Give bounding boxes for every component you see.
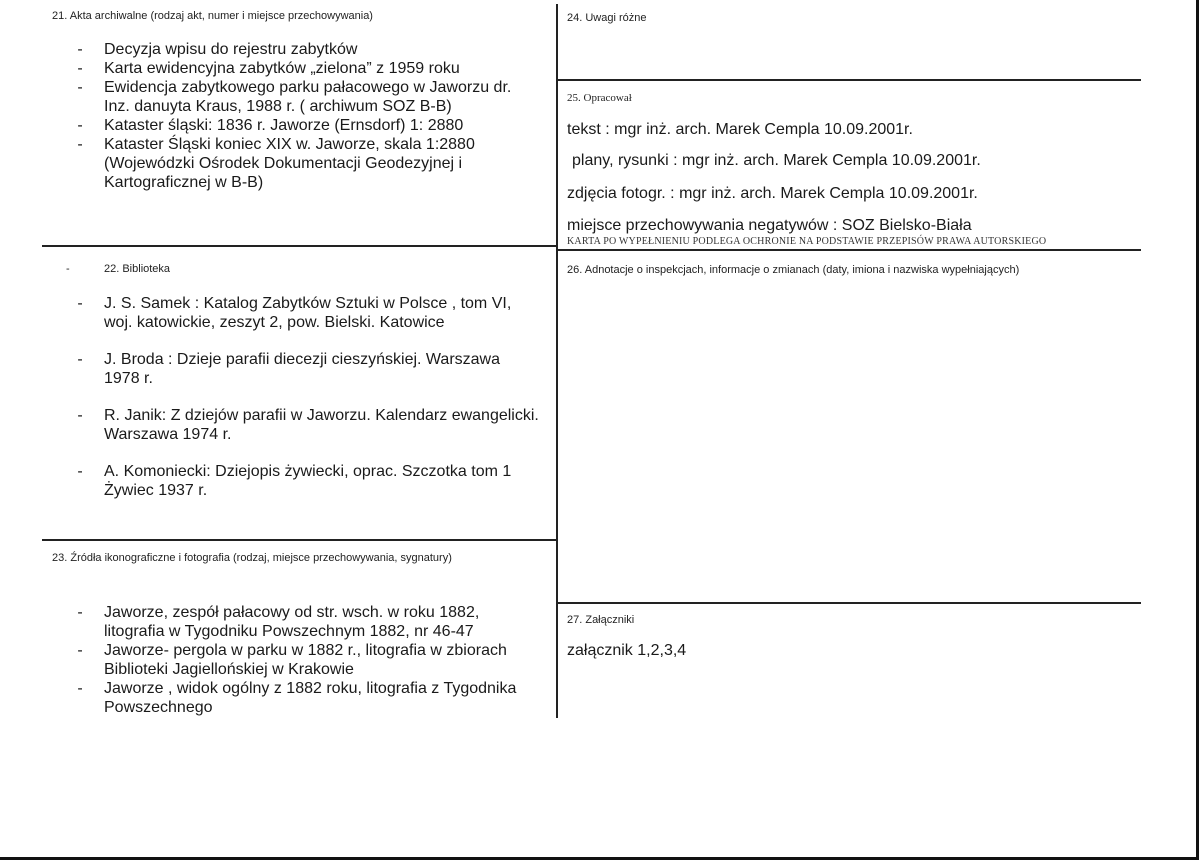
section-26-header: 26. Adnotacje o inspekcjach, informacje o zmianach (daty, imiona i nazwiska wypełniających) xyxy=(567,264,1020,276)
list-item: - J. S. Samek : Katalog Zabytków Sztuki w Polsce , tom VI, woj. katowickie, zeszyt 2, pow. Bielski. Katowice xyxy=(77,295,512,331)
list-item: - A. Komoniecki: Dziejopis żywiecki, oprac. Szczotka tom 1 Żywiec 1937 r. xyxy=(77,463,512,499)
section-21-list xyxy=(70,40,540,192)
list-item: - Kataster śląski: 1836 r. Jaworze (Ernsdorf) 1: 2880 xyxy=(77,117,464,134)
negatives-location: miejsce przechowywania negatywów : SOZ Bielsko-Biała xyxy=(567,217,972,234)
divider-25-26 xyxy=(557,249,1141,251)
section-25-header: 25. Opracował xyxy=(567,92,632,104)
list-item: - Karta ewidencyjna zabytków „zielona” z 1959 roku xyxy=(77,60,460,77)
credit-drawings: plany, rysunki : mgr inż. arch. Marek Cempla 10.09.2001r. xyxy=(572,152,981,169)
list-item: - Ewidencja zabytkowego parku pałacowego w Jaworzu dr. Inz. danuyta Kraus, 1988 r. ( archiwum SOZ B-B) xyxy=(77,79,512,115)
section-23-list xyxy=(70,603,540,717)
list-item: - J. Broda : Dzieje parafii diecezji cieszyńskiej. Warszawa 1978 r. xyxy=(77,351,500,387)
list-item: - R. Janik: Z dziejów parafii w Jaworzu. Kalendarz ewangelicki. Warszawa 1974 r. xyxy=(77,407,539,443)
section-22-list xyxy=(70,294,540,518)
section-27-header: 27. Załączniki xyxy=(567,614,635,626)
section-21-header: 21. Akta archiwalne (rodzaj akt, numer i miejsce przechowywania) xyxy=(52,10,373,22)
vertical-divider xyxy=(556,4,558,718)
list-item: - Kataster Śląski koniec XIX w. Jaworze, skala 1:2880 (Wojewódzki Ośrodek Dokumentacji Geodezyjnej i Kartograficznej w B-B) xyxy=(77,136,475,191)
credit-text: tekst : mgr inż. arch. Marek Cempla 10.09.2001r. xyxy=(567,121,913,138)
list-item: - Jaworze , widok ogólny z 1882 roku, litografia z Tygodnika Powszechnego xyxy=(77,680,517,716)
list-item: - Jaworze- pergola w parku w 1882 r., litografia w zbiorach Biblioteki Jagiellońskiej w Krakowie xyxy=(77,642,507,678)
section-23-header: 23. Źródła ikonograficzne i fotografia (rodzaj, miejsce przechowywania, sygnatury) xyxy=(52,552,452,564)
bullet-dash: - xyxy=(66,263,70,275)
divider-24-25 xyxy=(557,79,1141,81)
section-22-header: - 22. Biblioteka xyxy=(66,263,171,275)
copyright-notice: KARTA PO WYPEŁNIENIU PODLEGA OCHRONIE NA PODSTAWIE PRZEPISÓW PRAWA AUTORSKIEGO xyxy=(567,236,1047,247)
divider-21-22 xyxy=(42,245,558,247)
section-24-header: 24. Uwagi różne xyxy=(567,12,647,24)
attachments-value: załącznik 1,2,3,4 xyxy=(567,642,687,659)
divider-22-23 xyxy=(42,539,558,541)
list-item: - Jaworze, zespół pałacowy od str. wsch. w roku 1882, litografia w Tygodniku Powszechnym 1882, nr 46-47 xyxy=(77,604,480,640)
list-item: - Decyzja wpisu do rejestru zabytków xyxy=(77,41,358,58)
divider-26-27 xyxy=(557,602,1141,604)
credit-photos: zdjęcia fotogr. : mgr inż. arch. Marek Cempla 10.09.2001r. xyxy=(567,185,978,202)
